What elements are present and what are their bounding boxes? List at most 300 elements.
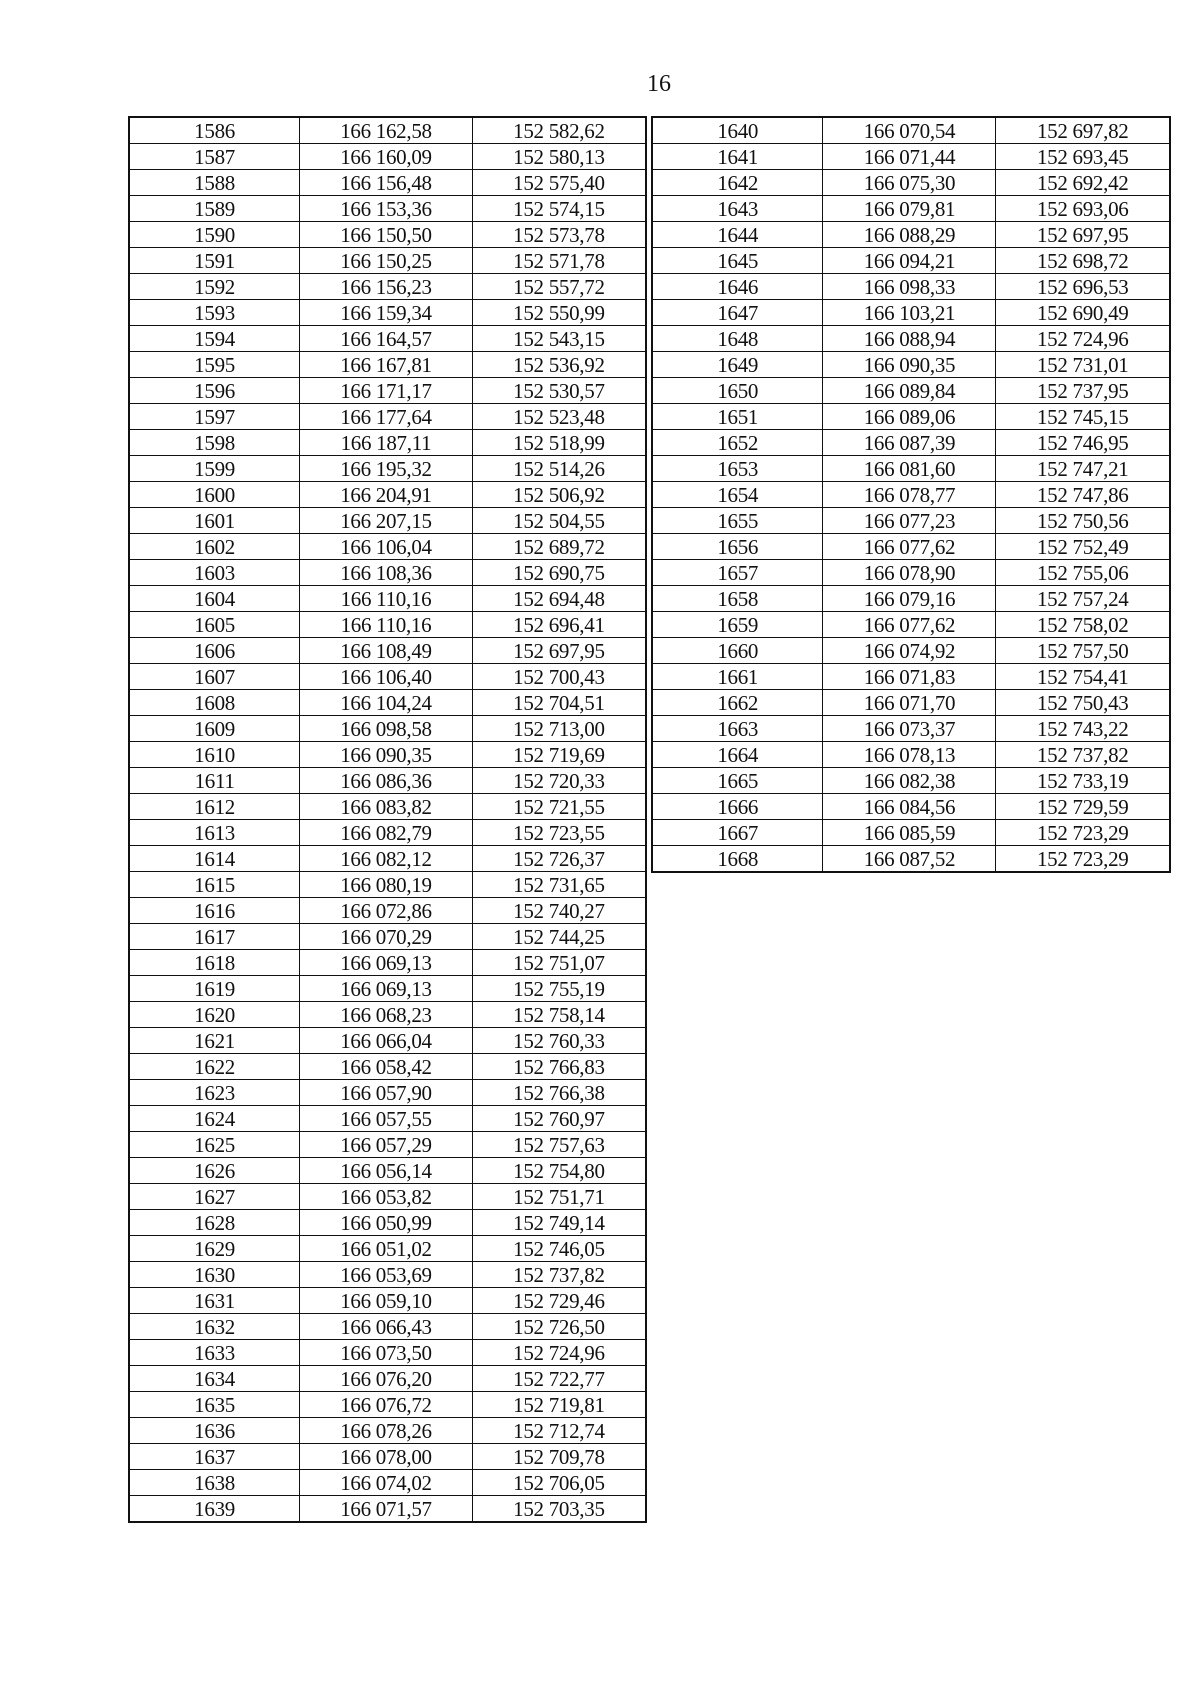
point-number-cell: 1656 <box>652 534 823 560</box>
table-row <box>129 1080 646 1106</box>
table-row <box>129 1366 646 1392</box>
y-coordinate-cell: 152 693,06 <box>996 196 1170 222</box>
y-coordinate-cell: 152 758,14 <box>472 1002 646 1028</box>
y-coordinate-cell: 152 737,95 <box>996 378 1170 404</box>
x-coordinate-cell: 166 108,36 <box>300 560 473 586</box>
x-coordinate-cell: 166 110,16 <box>300 612 473 638</box>
table-row <box>652 508 1170 534</box>
x-coordinate-cell: 166 086,36 <box>300 768 473 794</box>
y-coordinate-cell: 152 692,42 <box>996 170 1170 196</box>
x-coordinate-cell: 166 162,58 <box>300 117 473 144</box>
point-number-cell: 1637 <box>129 1444 300 1470</box>
table-row <box>652 586 1170 612</box>
point-number-cell: 1609 <box>129 716 300 742</box>
x-coordinate-cell: 166 074,02 <box>300 1470 473 1496</box>
y-coordinate-cell: 152 506,92 <box>472 482 646 508</box>
point-number-cell: 1655 <box>652 508 823 534</box>
y-coordinate-cell: 152 557,72 <box>472 274 646 300</box>
table-row <box>129 1132 646 1158</box>
x-coordinate-cell: 166 087,52 <box>823 846 996 873</box>
x-coordinate-cell: 166 078,77 <box>823 482 996 508</box>
x-coordinate-cell: 166 098,58 <box>300 716 473 742</box>
point-number-cell: 1648 <box>652 326 823 352</box>
x-coordinate-cell: 166 059,10 <box>300 1288 473 1314</box>
y-coordinate-cell: 152 713,00 <box>472 716 646 742</box>
y-coordinate-cell: 152 766,38 <box>472 1080 646 1106</box>
y-coordinate-cell: 152 690,49 <box>996 300 1170 326</box>
point-number-cell: 1642 <box>652 170 823 196</box>
x-coordinate-cell: 166 074,92 <box>823 638 996 664</box>
point-number-cell: 1614 <box>129 846 300 872</box>
y-coordinate-cell: 152 731,65 <box>472 872 646 898</box>
point-number-cell: 1607 <box>129 664 300 690</box>
y-coordinate-cell: 152 757,24 <box>996 586 1170 612</box>
table-row <box>129 1236 646 1262</box>
x-coordinate-cell: 166 069,13 <box>300 976 473 1002</box>
x-coordinate-cell: 166 164,57 <box>300 326 473 352</box>
point-number-cell: 1665 <box>652 768 823 794</box>
point-number-cell: 1602 <box>129 534 300 560</box>
y-coordinate-cell: 152 694,48 <box>472 586 646 612</box>
x-coordinate-cell: 166 078,00 <box>300 1444 473 1470</box>
x-coordinate-cell: 166 069,13 <box>300 950 473 976</box>
y-coordinate-cell: 152 700,43 <box>472 664 646 690</box>
table-row <box>129 1002 646 1028</box>
table-row <box>129 846 646 872</box>
coordinate-table-right <box>651 116 1171 873</box>
table-row <box>652 222 1170 248</box>
x-coordinate-cell: 166 056,14 <box>300 1158 473 1184</box>
x-coordinate-cell: 166 066,43 <box>300 1314 473 1340</box>
y-coordinate-cell: 152 721,55 <box>472 794 646 820</box>
x-coordinate-cell: 166 167,81 <box>300 352 473 378</box>
point-number-cell: 1620 <box>129 1002 300 1028</box>
x-coordinate-cell: 166 071,57 <box>300 1496 473 1523</box>
y-coordinate-cell: 152 582,62 <box>472 117 646 144</box>
y-coordinate-cell: 152 729,59 <box>996 794 1170 820</box>
y-coordinate-cell: 152 697,95 <box>996 222 1170 248</box>
table-row <box>652 352 1170 378</box>
y-coordinate-cell: 152 720,33 <box>472 768 646 794</box>
point-number-cell: 1621 <box>129 1028 300 1054</box>
table-row <box>129 222 646 248</box>
x-coordinate-cell: 166 076,20 <box>300 1366 473 1392</box>
point-number-cell: 1658 <box>652 586 823 612</box>
point-number-cell: 1597 <box>129 404 300 430</box>
y-coordinate-cell: 152 514,26 <box>472 456 646 482</box>
table-row <box>129 794 646 820</box>
x-coordinate-cell: 166 150,50 <box>300 222 473 248</box>
y-coordinate-cell: 152 752,49 <box>996 534 1170 560</box>
table-row <box>129 560 646 586</box>
point-number-cell: 1599 <box>129 456 300 482</box>
x-coordinate-cell: 166 070,54 <box>823 117 996 144</box>
table-row <box>129 482 646 508</box>
point-number-cell: 1666 <box>652 794 823 820</box>
x-coordinate-cell: 166 051,02 <box>300 1236 473 1262</box>
y-coordinate-cell: 152 726,37 <box>472 846 646 872</box>
y-coordinate-cell: 152 697,95 <box>472 638 646 664</box>
x-coordinate-cell: 166 204,91 <box>300 482 473 508</box>
y-coordinate-cell: 152 697,82 <box>996 117 1170 144</box>
x-coordinate-cell: 166 106,40 <box>300 664 473 690</box>
point-number-cell: 1634 <box>129 1366 300 1392</box>
point-number-cell: 1604 <box>129 586 300 612</box>
point-number-cell: 1635 <box>129 1392 300 1418</box>
table-row <box>129 1158 646 1184</box>
x-coordinate-cell: 166 079,16 <box>823 586 996 612</box>
table-row <box>129 898 646 924</box>
table-row <box>129 378 646 404</box>
x-coordinate-cell: 166 098,33 <box>823 274 996 300</box>
table-row <box>652 274 1170 300</box>
point-number-cell: 1630 <box>129 1262 300 1288</box>
y-coordinate-cell: 152 750,43 <box>996 690 1170 716</box>
x-coordinate-cell: 166 089,06 <box>823 404 996 430</box>
table-row <box>129 1262 646 1288</box>
y-coordinate-cell: 152 766,83 <box>472 1054 646 1080</box>
y-coordinate-cell: 152 712,74 <box>472 1418 646 1444</box>
y-coordinate-cell: 152 709,78 <box>472 1444 646 1470</box>
x-coordinate-cell: 166 071,70 <box>823 690 996 716</box>
y-coordinate-cell: 152 760,97 <box>472 1106 646 1132</box>
x-coordinate-cell: 166 081,60 <box>823 456 996 482</box>
y-coordinate-cell: 152 751,07 <box>472 950 646 976</box>
table-row <box>129 1314 646 1340</box>
point-number-cell: 1623 <box>129 1080 300 1106</box>
table-row <box>129 1054 646 1080</box>
x-coordinate-cell: 166 088,29 <box>823 222 996 248</box>
x-coordinate-cell: 166 195,32 <box>300 456 473 482</box>
y-coordinate-cell: 152 698,72 <box>996 248 1170 274</box>
y-coordinate-cell: 152 722,77 <box>472 1366 646 1392</box>
y-coordinate-cell: 152 754,80 <box>472 1158 646 1184</box>
x-coordinate-cell: 166 108,49 <box>300 638 473 664</box>
table-row <box>652 690 1170 716</box>
x-coordinate-cell: 166 073,37 <box>823 716 996 742</box>
y-coordinate-cell: 152 751,71 <box>472 1184 646 1210</box>
point-number-cell: 1601 <box>129 508 300 534</box>
x-coordinate-cell: 166 082,12 <box>300 846 473 872</box>
table-row <box>652 612 1170 638</box>
y-coordinate-cell: 152 523,48 <box>472 404 646 430</box>
x-coordinate-cell: 166 156,23 <box>300 274 473 300</box>
table-row <box>129 326 646 352</box>
point-number-cell: 1598 <box>129 430 300 456</box>
point-number-cell: 1653 <box>652 456 823 482</box>
table-row <box>652 430 1170 456</box>
point-number-cell: 1605 <box>129 612 300 638</box>
x-coordinate-cell: 166 171,17 <box>300 378 473 404</box>
point-number-cell: 1659 <box>652 612 823 638</box>
x-coordinate-cell: 166 156,48 <box>300 170 473 196</box>
y-coordinate-cell: 152 758,02 <box>996 612 1170 638</box>
y-coordinate-cell: 152 744,25 <box>472 924 646 950</box>
point-number-cell: 1628 <box>129 1210 300 1236</box>
table-row <box>652 716 1170 742</box>
point-number-cell: 1644 <box>652 222 823 248</box>
point-number-cell: 1661 <box>652 664 823 690</box>
y-coordinate-cell: 152 719,69 <box>472 742 646 768</box>
table-row <box>652 117 1170 144</box>
point-number-cell: 1594 <box>129 326 300 352</box>
table-row <box>129 196 646 222</box>
table-row <box>129 508 646 534</box>
point-number-cell: 1618 <box>129 950 300 976</box>
x-coordinate-cell: 166 068,23 <box>300 1002 473 1028</box>
point-number-cell: 1629 <box>129 1236 300 1262</box>
table-row <box>129 1418 646 1444</box>
y-coordinate-cell: 152 737,82 <box>996 742 1170 768</box>
y-coordinate-cell: 152 743,22 <box>996 716 1170 742</box>
table-row <box>129 1288 646 1314</box>
point-number-cell: 1639 <box>129 1496 300 1523</box>
table-row <box>652 768 1170 794</box>
table-row <box>129 300 646 326</box>
point-number-cell: 1619 <box>129 976 300 1002</box>
x-coordinate-cell: 166 090,35 <box>300 742 473 768</box>
x-coordinate-cell: 166 076,72 <box>300 1392 473 1418</box>
point-number-cell: 1586 <box>129 117 300 144</box>
point-number-cell: 1641 <box>652 144 823 170</box>
table-row <box>129 430 646 456</box>
point-number-cell: 1617 <box>129 924 300 950</box>
y-coordinate-cell: 152 690,75 <box>472 560 646 586</box>
y-coordinate-cell: 152 530,57 <box>472 378 646 404</box>
y-coordinate-cell: 152 726,50 <box>472 1314 646 1340</box>
point-number-cell: 1622 <box>129 1054 300 1080</box>
y-coordinate-cell: 152 755,19 <box>472 976 646 1002</box>
point-number-cell: 1588 <box>129 170 300 196</box>
y-coordinate-cell: 152 731,01 <box>996 352 1170 378</box>
x-coordinate-cell: 166 110,16 <box>300 586 473 612</box>
y-coordinate-cell: 152 571,78 <box>472 248 646 274</box>
x-coordinate-cell: 166 088,94 <box>823 326 996 352</box>
y-coordinate-cell: 152 704,51 <box>472 690 646 716</box>
x-coordinate-cell: 166 083,82 <box>300 794 473 820</box>
table-row <box>652 742 1170 768</box>
table-row <box>129 716 646 742</box>
y-coordinate-cell: 152 755,06 <box>996 560 1170 586</box>
x-coordinate-cell: 166 057,29 <box>300 1132 473 1158</box>
point-number-cell: 1593 <box>129 300 300 326</box>
y-coordinate-cell: 152 723,29 <box>996 820 1170 846</box>
table-row <box>129 170 646 196</box>
x-coordinate-cell: 166 071,44 <box>823 144 996 170</box>
x-coordinate-cell: 166 079,81 <box>823 196 996 222</box>
x-coordinate-cell: 166 090,35 <box>823 352 996 378</box>
y-coordinate-cell: 152 723,29 <box>996 846 1170 873</box>
y-coordinate-cell: 152 573,78 <box>472 222 646 248</box>
point-number-cell: 1660 <box>652 638 823 664</box>
point-number-cell: 1657 <box>652 560 823 586</box>
table-row <box>129 1210 646 1236</box>
y-coordinate-cell: 152 693,45 <box>996 144 1170 170</box>
x-coordinate-cell: 166 207,15 <box>300 508 473 534</box>
point-number-cell: 1596 <box>129 378 300 404</box>
x-coordinate-cell: 166 084,56 <box>823 794 996 820</box>
point-number-cell: 1633 <box>129 1340 300 1366</box>
table-row <box>652 820 1170 846</box>
point-number-cell: 1652 <box>652 430 823 456</box>
point-number-cell: 1600 <box>129 482 300 508</box>
x-coordinate-cell: 166 104,24 <box>300 690 473 716</box>
table-row <box>652 326 1170 352</box>
table-row <box>129 768 646 794</box>
point-number-cell: 1592 <box>129 274 300 300</box>
table-row <box>652 794 1170 820</box>
x-coordinate-cell: 166 106,04 <box>300 534 473 560</box>
y-coordinate-cell: 152 536,92 <box>472 352 646 378</box>
table-row <box>129 456 646 482</box>
x-coordinate-cell: 166 070,29 <box>300 924 473 950</box>
y-coordinate-cell: 152 580,13 <box>472 144 646 170</box>
table-row <box>652 534 1170 560</box>
y-coordinate-cell: 152 696,53 <box>996 274 1170 300</box>
x-coordinate-cell: 166 078,90 <box>823 560 996 586</box>
x-coordinate-cell: 166 057,55 <box>300 1106 473 1132</box>
point-number-cell: 1613 <box>129 820 300 846</box>
x-coordinate-cell: 166 078,26 <box>300 1418 473 1444</box>
table-row <box>652 560 1170 586</box>
point-number-cell: 1590 <box>129 222 300 248</box>
point-number-cell: 1587 <box>129 144 300 170</box>
table-row <box>652 638 1170 664</box>
table-row <box>652 404 1170 430</box>
table-row <box>129 1028 646 1054</box>
x-coordinate-cell: 166 153,36 <box>300 196 473 222</box>
table-row <box>129 534 646 560</box>
table-row <box>652 248 1170 274</box>
table-row <box>652 170 1170 196</box>
table-row <box>129 144 646 170</box>
point-number-cell: 1615 <box>129 872 300 898</box>
x-coordinate-cell: 166 077,62 <box>823 612 996 638</box>
y-coordinate-cell: 152 757,50 <box>996 638 1170 664</box>
point-number-cell: 1626 <box>129 1158 300 1184</box>
x-coordinate-cell: 166 073,50 <box>300 1340 473 1366</box>
x-coordinate-cell: 166 087,39 <box>823 430 996 456</box>
table-row <box>129 274 646 300</box>
y-coordinate-cell: 152 745,15 <box>996 404 1170 430</box>
y-coordinate-cell: 152 504,55 <box>472 508 646 534</box>
y-coordinate-cell: 152 740,27 <box>472 898 646 924</box>
table-row <box>129 664 646 690</box>
x-coordinate-cell: 166 077,23 <box>823 508 996 534</box>
table-row <box>129 248 646 274</box>
table-row <box>129 1392 646 1418</box>
table-row <box>129 742 646 768</box>
point-number-cell: 1663 <box>652 716 823 742</box>
table-row <box>129 638 646 664</box>
table-row <box>129 690 646 716</box>
x-coordinate-cell: 166 072,86 <box>300 898 473 924</box>
point-number-cell: 1610 <box>129 742 300 768</box>
x-coordinate-cell: 166 058,42 <box>300 1054 473 1080</box>
point-number-cell: 1608 <box>129 690 300 716</box>
point-number-cell: 1612 <box>129 794 300 820</box>
point-number-cell: 1640 <box>652 117 823 144</box>
y-coordinate-cell: 152 703,35 <box>472 1496 646 1523</box>
point-number-cell: 1616 <box>129 898 300 924</box>
y-coordinate-cell: 152 723,55 <box>472 820 646 846</box>
y-coordinate-cell: 152 760,33 <box>472 1028 646 1054</box>
x-coordinate-cell: 166 089,84 <box>823 378 996 404</box>
table-row <box>129 1444 646 1470</box>
point-number-cell: 1591 <box>129 248 300 274</box>
x-coordinate-cell: 166 085,59 <box>823 820 996 846</box>
point-number-cell: 1595 <box>129 352 300 378</box>
point-number-cell: 1654 <box>652 482 823 508</box>
point-number-cell: 1649 <box>652 352 823 378</box>
table-row <box>129 1470 646 1496</box>
point-number-cell: 1650 <box>652 378 823 404</box>
x-coordinate-cell: 166 077,62 <box>823 534 996 560</box>
x-coordinate-cell: 166 071,83 <box>823 664 996 690</box>
x-coordinate-cell: 166 150,25 <box>300 248 473 274</box>
point-number-cell: 1664 <box>652 742 823 768</box>
coordinate-table-left <box>128 116 647 1523</box>
y-coordinate-cell: 152 757,63 <box>472 1132 646 1158</box>
table-row <box>129 820 646 846</box>
point-number-cell: 1589 <box>129 196 300 222</box>
x-coordinate-cell: 166 187,11 <box>300 430 473 456</box>
point-number-cell: 1662 <box>652 690 823 716</box>
table-row <box>652 664 1170 690</box>
table-row <box>652 456 1170 482</box>
x-coordinate-cell: 166 080,19 <box>300 872 473 898</box>
y-coordinate-cell: 152 550,99 <box>472 300 646 326</box>
table-row <box>652 378 1170 404</box>
table-row <box>129 976 646 1002</box>
table-row <box>129 950 646 976</box>
point-number-cell: 1645 <box>652 248 823 274</box>
x-coordinate-cell: 166 066,04 <box>300 1028 473 1054</box>
y-coordinate-cell: 152 724,96 <box>472 1340 646 1366</box>
x-coordinate-cell: 166 082,38 <box>823 768 996 794</box>
table-row <box>129 404 646 430</box>
table-row <box>652 300 1170 326</box>
table-row <box>129 117 646 144</box>
point-number-cell: 1632 <box>129 1314 300 1340</box>
table-row <box>129 872 646 898</box>
table-row <box>129 1106 646 1132</box>
table-row <box>129 612 646 638</box>
point-number-cell: 1643 <box>652 196 823 222</box>
y-coordinate-cell: 152 737,82 <box>472 1262 646 1288</box>
y-coordinate-cell: 152 754,41 <box>996 664 1170 690</box>
y-coordinate-cell: 152 696,41 <box>472 612 646 638</box>
x-coordinate-cell: 166 082,79 <box>300 820 473 846</box>
point-number-cell: 1631 <box>129 1288 300 1314</box>
y-coordinate-cell: 152 575,40 <box>472 170 646 196</box>
y-coordinate-cell: 152 749,14 <box>472 1210 646 1236</box>
x-coordinate-cell: 166 053,82 <box>300 1184 473 1210</box>
x-coordinate-cell: 166 078,13 <box>823 742 996 768</box>
y-coordinate-cell: 152 747,21 <box>996 456 1170 482</box>
table-row <box>652 144 1170 170</box>
y-coordinate-cell: 152 543,15 <box>472 326 646 352</box>
y-coordinate-cell: 152 574,15 <box>472 196 646 222</box>
point-number-cell: 1668 <box>652 846 823 873</box>
point-number-cell: 1624 <box>129 1106 300 1132</box>
point-number-cell: 1667 <box>652 820 823 846</box>
x-coordinate-cell: 166 094,21 <box>823 248 996 274</box>
table-row <box>129 1340 646 1366</box>
point-number-cell: 1638 <box>129 1470 300 1496</box>
point-number-cell: 1625 <box>129 1132 300 1158</box>
table-row <box>129 1496 646 1523</box>
